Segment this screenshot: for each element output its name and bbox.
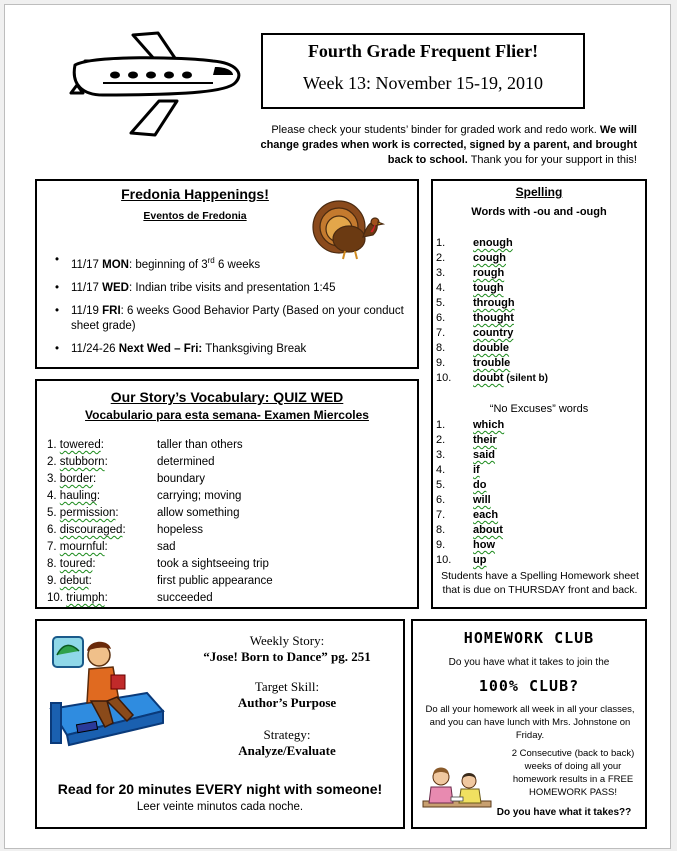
intro-text-1: Please check your students’ binder for graded work and redo work. (271, 124, 597, 136)
intro-text-2: Thank you for your support in this! (470, 154, 637, 166)
vocabulary-box (35, 379, 419, 609)
target-skill-label: Target Skill: (254, 679, 320, 694)
happenings-list (49, 253, 421, 365)
strategy-label: Strategy: (263, 727, 311, 742)
homework-paragraph-2: 2 Consecutive (back to back) weeks of doing all your homework results in a FREE HOMEWORK PASS! (511, 748, 635, 798)
homework-paragraph-1: Do all your homework all week in all your classes, and you can have lunch with Mrs. Johnstone on Friday. (425, 704, 635, 741)
turkey-icon (309, 195, 389, 261)
homework-question: Do you have what it takes to join the (448, 657, 610, 668)
list-item: • 11/19 FRI: 6 weeks Good Behavior Party (Based on your conduct sheet grade) (49, 304, 421, 334)
happenings-box (35, 179, 419, 369)
intro-paragraph (237, 123, 637, 168)
target-skill: Author’s Purpose (237, 695, 337, 710)
newsletter-page (4, 4, 671, 849)
vocabulary-title: Our Story’s Vocabulary: QUIZ WED (110, 389, 344, 405)
reading-box (35, 619, 405, 829)
week-label: Week 13: November 15-19, 2010 (303, 73, 543, 93)
no-excuses-title: “No Excuses” words (489, 403, 589, 415)
reading-boy-icon (47, 631, 167, 747)
homework-closing: Do you have what it takes?? (496, 807, 632, 818)
list-item: • 11/17 MON: beginning of 3rd 6 weeks (49, 253, 421, 273)
spelling-list: 1. enough 2. cough 3. rough 4. tough 5. through 6. thought 7. country 8. double 9. trouble 10. doubt (silent b) (436, 237, 548, 384)
weekly-story: “Jose! Born to Dance” pg. 251 (203, 649, 371, 664)
homework-club-box (411, 619, 647, 829)
title-box (261, 33, 585, 109)
vocabulary-list: 1. towered: taller than others 2. stubborn: determined 3. border: boundary 4. hauling: carrying; moving 5. permission: allow something 6. discouraged: hopeless 7. mournful: sad 8. toured: took a sightseeing trip 9. debut: first public appearance 10. triumph: succeeded (47, 439, 273, 604)
vocabulary-subtitle: Vocabulario para esta semana- Examen Miercoles (85, 408, 369, 422)
read-nightly-line: Read for 20 minutes EVERY night with someone! (57, 781, 383, 797)
happenings-title: Fredonia Happenings! (121, 186, 269, 202)
no-excuses-list: 1. which 2. their 3. said 4. if 5. do 6. will 7. each 8. about 9. how 10. up (436, 419, 505, 566)
list-item: • 11/24-26 Next Wed – Fri: Thanksgiving Break (49, 342, 421, 357)
hundred-percent-club: 100% CLUB? (478, 677, 580, 695)
airplane-icon (63, 15, 248, 145)
intro-bold-text: We will change grades when work is corrected, signed by a parent, and brought back to school. (260, 124, 637, 166)
happenings-subtitle: Eventos de Fredonia (143, 210, 247, 222)
homework-club-title: HOMEWORK CLUB (463, 629, 595, 647)
strategy: Analyze/Evaluate (238, 743, 336, 758)
spelling-box (431, 179, 647, 609)
list-item: • 11/17 WED: Indian tribe visits and presentation 1:45 (49, 281, 421, 296)
leer-line: Leer veinte minutos cada noche. (136, 801, 304, 813)
spelling-subtitle: Words with -ou and -ough (471, 206, 607, 218)
spelling-title: Spelling (515, 185, 563, 199)
spelling-note: Students have a Spelling Homework sheet that is due on THURSDAY front and back. (441, 570, 639, 596)
page-title: Fourth Grade Frequent Flier! (307, 41, 539, 61)
weekly-story-label: Weekly Story: (249, 633, 325, 648)
